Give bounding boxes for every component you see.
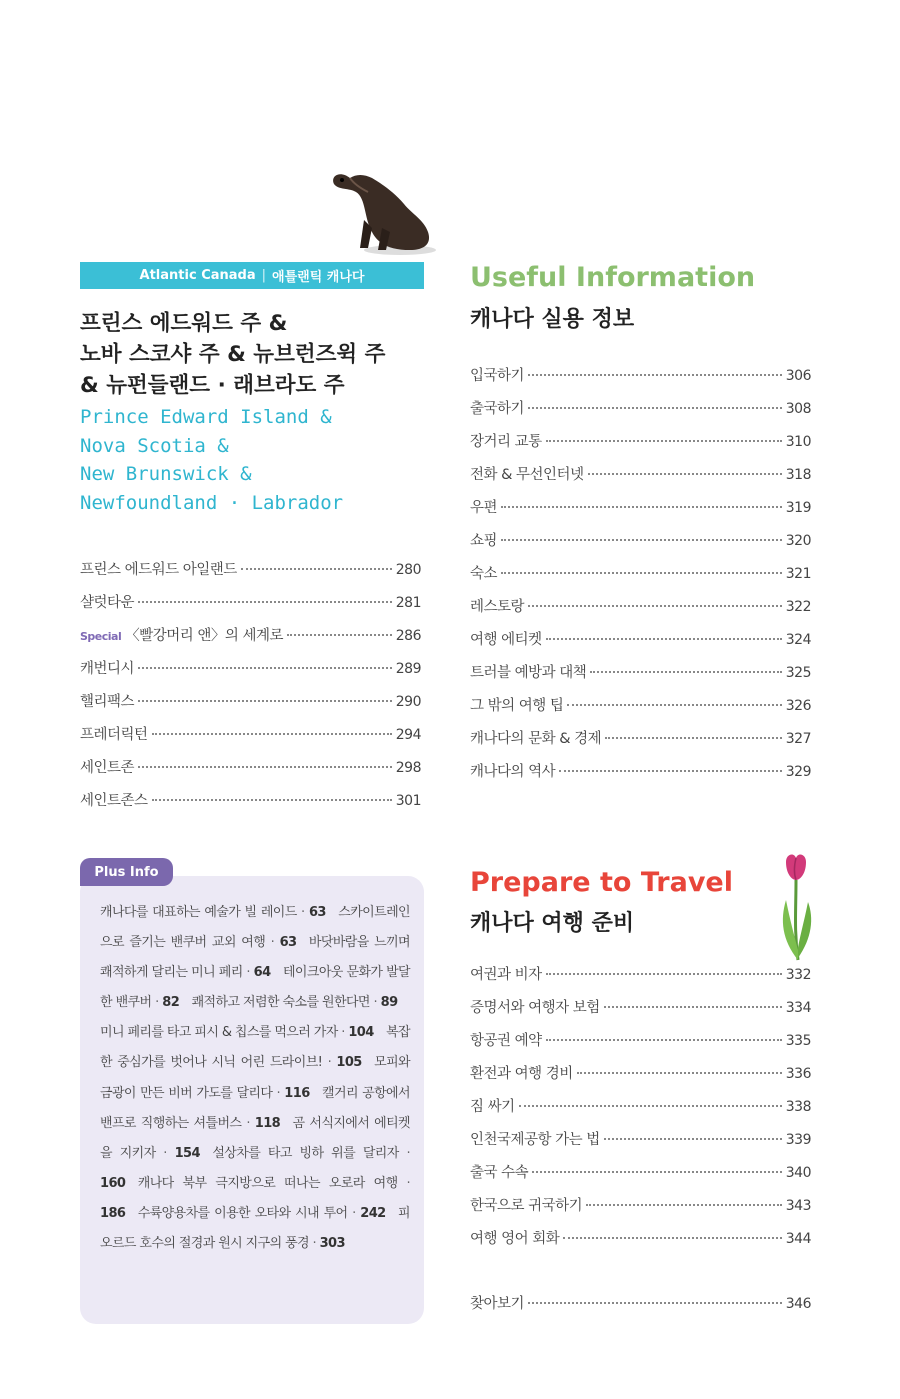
dot-leader	[528, 1302, 782, 1304]
toc-label: 찾아보기	[470, 1296, 525, 1312]
toc-entry[interactable]	[470, 661, 811, 694]
plus-info-page: 154	[174, 1145, 200, 1161]
toc-entry[interactable]	[470, 463, 811, 496]
toc-page: 346	[785, 1296, 811, 1312]
dot-leader	[546, 638, 782, 640]
toc-label: 여권과 비자	[470, 967, 542, 983]
toc-page: 338	[785, 1099, 811, 1115]
dot-leader	[501, 539, 782, 541]
dot-leader	[138, 667, 392, 669]
toc-label: 캐번디시	[80, 661, 135, 677]
bullet-separator: ·	[265, 935, 280, 951]
dot-leader	[138, 601, 392, 603]
toc-page: 336	[785, 1066, 811, 1082]
toc-entry[interactable]	[470, 364, 811, 397]
bullet-separator: ·	[151, 995, 163, 1011]
plus-info-page: 303	[319, 1236, 345, 1252]
plus-info-item[interactable]: 테이크아웃 문화가 발달한 밴쿠버	[100, 965, 410, 1011]
toc-entry[interactable]	[470, 1128, 811, 1161]
toc-label: 캐나다의 문화 & 경제	[470, 731, 602, 747]
toc-page: 319	[785, 500, 811, 516]
bullet-separator: ·	[347, 1205, 361, 1221]
toc-page: 294	[395, 727, 421, 743]
toc-label: 증명서와 여행자 보험	[470, 1000, 600, 1016]
toc-entry[interactable]	[470, 1095, 811, 1128]
useful-title-english: Useful Information	[470, 262, 756, 293]
bullet-separator: ·	[309, 1236, 320, 1252]
toc-label: 출국하기	[470, 401, 525, 417]
toc-page: 335	[785, 1033, 811, 1049]
bullet-separator: ·	[337, 1025, 349, 1041]
toc-page: 340	[785, 1165, 811, 1181]
dot-leader	[528, 374, 782, 376]
toc-page: 298	[395, 760, 421, 776]
toc-entry[interactable]	[80, 657, 421, 690]
useful-title-korean: 캐나다 실용 정보	[470, 307, 635, 332]
toc-entry[interactable]	[470, 430, 811, 463]
toc-page: 322	[785, 599, 811, 615]
toc-page: 306	[785, 368, 811, 384]
bullet-separator: ·	[322, 1055, 337, 1071]
plus-info-item[interactable]: 캘거리 공항에서 밴프로 직행하는 셔틀버스	[100, 1085, 410, 1131]
dot-leader	[604, 1006, 782, 1008]
plus-info-item[interactable]: 수륙양용차를 이용한 오타와 시내 투어	[137, 1205, 348, 1221]
dot-leader	[588, 473, 782, 475]
dot-leader	[605, 737, 782, 739]
toc-page: 321	[785, 566, 811, 582]
toc-page: 327	[785, 731, 811, 747]
dot-leader	[241, 568, 392, 570]
toc-page: 290	[395, 694, 421, 710]
toc-page: 344	[785, 1231, 811, 1247]
dot-leader	[604, 1138, 782, 1140]
toc-label: 〈빨강머리 앤〉의 세계로	[125, 628, 284, 644]
toc-page: 280	[395, 562, 421, 578]
toc-entry-special[interactable]	[80, 624, 421, 657]
toc-page: 334	[785, 1000, 811, 1016]
plus-info-page: 160	[100, 1175, 126, 1191]
toc-entry[interactable]	[80, 558, 421, 591]
dot-leader	[563, 1237, 782, 1239]
bullet-separator: ·	[241, 1115, 255, 1131]
plus-info-page: 82	[162, 995, 180, 1011]
plus-info-page: 118	[254, 1115, 281, 1131]
toc-label: 여행 영어 회화	[470, 1231, 560, 1247]
toc-entry[interactable]	[470, 562, 811, 595]
dot-leader	[138, 700, 392, 702]
dot-leader	[519, 1105, 782, 1107]
toc-label: 레스토랑	[470, 599, 525, 615]
toc-page: 324	[785, 632, 811, 648]
toc-label: 세인트존	[80, 760, 135, 776]
toc-page: 325	[785, 665, 811, 681]
plus-info-tab: Plus Info	[80, 858, 173, 886]
toc-entry[interactable]	[470, 694, 811, 727]
toc-label: 트러블 예방과 대책	[470, 665, 587, 681]
prepare-title-korean: 캐나다 여행 준비	[470, 911, 635, 936]
toc-page: 343	[785, 1198, 811, 1214]
toc-entry[interactable]	[470, 996, 811, 1029]
toc-label: 환전과 여행 경비	[470, 1066, 573, 1082]
prepare-toc-list	[470, 963, 811, 1260]
toc-label: 항공권 예약	[470, 1033, 542, 1049]
toc-label: 그 밖의 여행 팁	[470, 698, 564, 714]
toc-entry[interactable]	[470, 963, 811, 996]
plus-info-item[interactable]: 곰 서식지에서 에티켓을 지키자	[100, 1115, 410, 1161]
region-toc-list	[80, 558, 421, 822]
dot-leader	[501, 572, 782, 574]
toc-label: 샬럿타운	[80, 595, 135, 611]
toc-entry-index[interactable]	[470, 1292, 811, 1325]
toc-page: 301	[395, 793, 421, 809]
dot-leader	[586, 1204, 782, 1206]
dot-leader	[138, 766, 392, 768]
toc-page: 310	[785, 434, 811, 450]
toc-label: 출국 수속	[470, 1165, 529, 1181]
toc-label: 인천국제공항 가는 법	[470, 1132, 600, 1148]
dot-leader	[546, 1039, 782, 1041]
tulip-illustration	[772, 850, 820, 962]
toc-label: 한국으로 귀국하기	[470, 1198, 583, 1214]
bullet-separator: ·	[272, 1085, 285, 1101]
toc-label: 캐나다의 역사	[470, 764, 556, 780]
plus-info-item[interactable]: 피오르드 호수의 절경과 원시 지구의 풍경	[100, 1205, 410, 1252]
toc-entry[interactable]	[80, 756, 421, 789]
toc-label: 우편	[470, 500, 498, 516]
toc-label: 프린스 에드워드 아일랜드	[80, 562, 237, 578]
plus-info-item[interactable]: 캐나다를 대표하는 예술가 빌 레이드	[100, 905, 297, 920]
index-toc-list	[470, 1292, 811, 1325]
toc-page: 286	[395, 628, 421, 644]
toc-label: 짐 싸기	[470, 1099, 515, 1115]
dot-leader	[152, 799, 392, 801]
plus-info-page: 116	[284, 1085, 310, 1101]
toc-label: 숙소	[470, 566, 498, 582]
region-tag-ko: 애틀랜틱 캐나다	[272, 270, 365, 285]
dot-leader	[577, 1072, 782, 1074]
plus-info-page: 105	[336, 1055, 362, 1071]
toc-page: 332	[785, 967, 811, 983]
dot-leader	[152, 733, 392, 735]
plus-info-page: 64	[253, 965, 271, 981]
toc-label: 입국하기	[470, 368, 525, 384]
region-title-korean: 프린스 에드워드 주 & 노바 스코샤 주 & 뉴브런즈윅 주 & 뉴펀들랜드 · 래브라도 주	[80, 311, 386, 398]
toc-entry[interactable]	[80, 789, 421, 822]
toc-entry[interactable]	[470, 1227, 811, 1260]
special-badge: Special	[80, 630, 122, 643]
toc-page: 320	[785, 533, 811, 549]
toc-label: 쇼핑	[470, 533, 498, 549]
plus-info-page: 104	[348, 1025, 374, 1041]
toc-page: 329	[785, 764, 811, 780]
bullet-separator: ·	[242, 965, 254, 981]
plus-info-item[interactable]: 미니 페리를 타고 피시 & 칩스를 먹으러 가자	[100, 1025, 338, 1041]
toc-page: 308	[785, 401, 811, 417]
dot-leader	[546, 440, 782, 442]
dot-leader	[559, 770, 782, 772]
dot-leader	[287, 634, 392, 636]
region-title-english-text: Prince Edward Island & Nova Scotia & New Brunswick & Newfoundland · Labrador	[80, 406, 344, 514]
toc-entry[interactable]	[470, 1194, 811, 1227]
otter-illustration	[320, 158, 440, 258]
toc-page: 326	[785, 698, 811, 714]
toc-entry[interactable]	[470, 760, 811, 793]
toc-entry[interactable]	[470, 1161, 811, 1194]
toc-page: 339	[785, 1132, 811, 1148]
toc-label: 핼리팩스	[80, 694, 135, 710]
toc-entry[interactable]	[80, 591, 421, 624]
toc-label: 세인트존스	[80, 793, 148, 809]
plus-info-item[interactable]: 캐나다 북부 극지방으로 떠나는 오로라 여행	[137, 1175, 398, 1191]
plus-info-page: 89	[380, 995, 398, 1011]
toc-entry[interactable]	[470, 496, 811, 529]
bullet-separator: ·	[397, 1175, 410, 1191]
plus-info-page: 63	[308, 905, 326, 920]
plus-info-page: 186	[100, 1205, 126, 1221]
useful-toc-list	[470, 364, 811, 793]
plus-info-item[interactable]: 바닷바람을 느끼며 쾌적하게 달리는 미니 페리	[100, 935, 410, 981]
toc-page: 289	[395, 661, 421, 677]
plus-info-item[interactable]: 모피와 금광이 만든 비버 가도를 달리다	[100, 1055, 410, 1101]
toc-label: 장거리 교통	[470, 434, 542, 450]
toc-label: 여행 에티켓	[470, 632, 542, 648]
region-tag-separator: |	[261, 268, 267, 283]
bullet-separator: ·	[369, 995, 381, 1011]
plus-info-page: 63	[279, 935, 297, 951]
prepare-title-english: Prepare to Travel	[470, 867, 733, 898]
toc-entry[interactable]	[470, 595, 811, 628]
region-title-english	[80, 403, 430, 517]
region-tag-en: Atlantic Canada	[139, 268, 256, 283]
toc-entry[interactable]	[80, 690, 421, 723]
toc-page: 281	[395, 595, 421, 611]
plus-info-item[interactable]: 스카이트레인으로 즐기는 밴쿠버 교외 여행	[100, 905, 410, 951]
dot-leader	[546, 973, 782, 975]
toc-entry[interactable]	[470, 1029, 811, 1062]
toc-entry[interactable]	[470, 727, 811, 760]
toc-page: 318	[785, 467, 811, 483]
region-tag-bar	[80, 262, 424, 289]
toc-entry[interactable]	[470, 397, 811, 430]
dot-leader	[528, 605, 782, 607]
toc-label: 프레더릭턴	[80, 727, 148, 743]
plus-info-item[interactable]: 설상차를 타고 빙하 위를 달리자	[212, 1145, 399, 1161]
toc-entry[interactable]	[470, 1062, 811, 1095]
toc-entry[interactable]	[470, 628, 811, 661]
bullet-separator: ·	[398, 1145, 410, 1161]
dot-leader	[590, 671, 781, 673]
plus-info-text	[100, 898, 410, 1259]
toc-label: 전화 & 무선인터넷	[470, 467, 584, 483]
bullet-separator: ·	[296, 905, 309, 920]
plus-info-item[interactable]: 쾌적하고 저렴한 숙소를 원한다면	[191, 995, 370, 1011]
bullet-separator: ·	[155, 1145, 175, 1161]
plus-info-item[interactable]: 복잡한 중심가를 벗어나 시닉 어린 드라이브!	[100, 1025, 410, 1071]
toc-entry[interactable]	[470, 529, 811, 562]
dot-leader	[567, 704, 781, 706]
dot-leader	[528, 407, 782, 409]
dot-leader	[501, 506, 782, 508]
toc-entry[interactable]	[80, 723, 421, 756]
plus-info-page: 242	[360, 1205, 386, 1221]
dot-leader	[532, 1171, 782, 1173]
